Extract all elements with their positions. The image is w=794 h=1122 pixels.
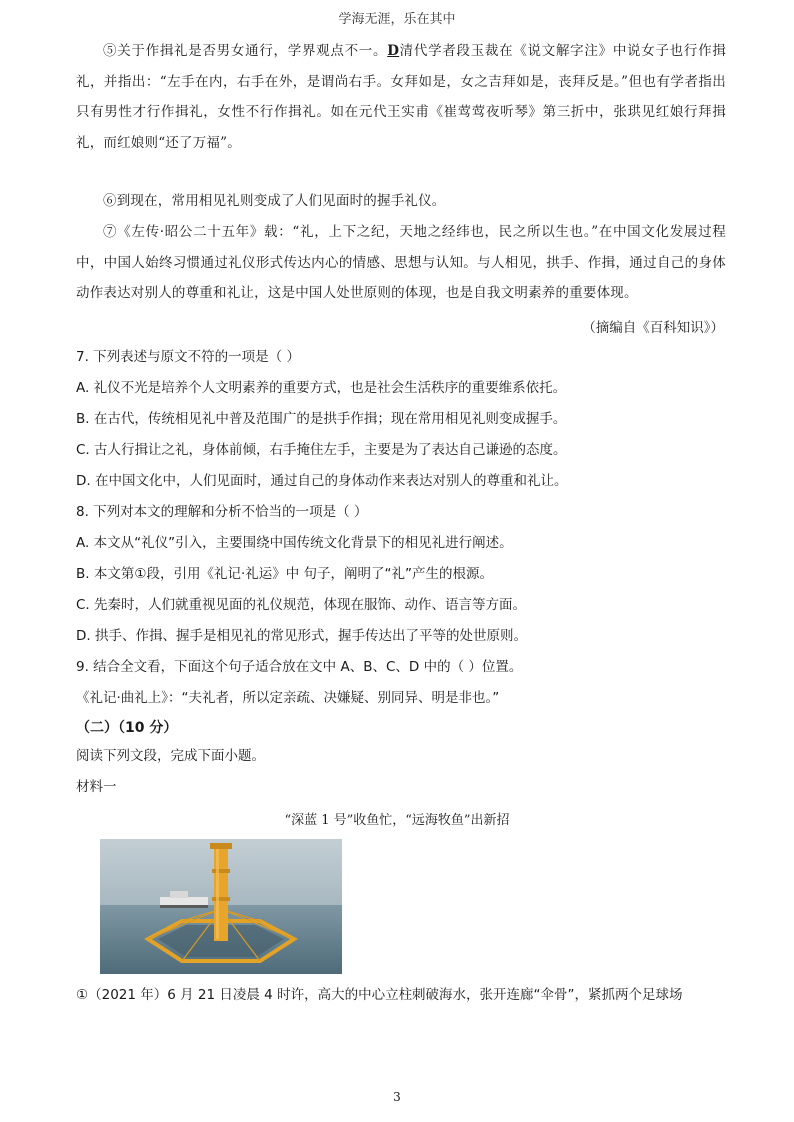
paragraph-5-start: ⑤关于作揖礼是否男女通行，学界观点不一。 (103, 43, 388, 59)
material-label: 材料一 (76, 779, 117, 795)
material-caption: “深蓝 1 号”收鱼忙，“远海牧鱼”出新招 (284, 813, 510, 828)
page-number: 3 (393, 1090, 401, 1104)
paragraph-5-rest: 清代学者段玉裁在《说文解字注》中说女子也行作揖礼，并指出：“左手在内，右手在外，是谓尚右手。女拜如是，女之吉拜如是，丧拜反是。”但也有学者指出只有男性才行作揖礼，女性不行作揖礼。如在元代王实甫《崔莺莺夜听琴》第三折中，张珙见红娘行拜揖礼，而红娘则“还了万福”。 (76, 43, 726, 151)
question-7-option-a: A. 礼仪不光是培养个人文明素养的重要方式，也是社会生活秩序的重要维系依托。 (76, 380, 567, 396)
section-2-instruction: 阅读下列文段，完成下面小题。 (76, 748, 265, 764)
question-7-option-b: B. 在古代，传统相见礼中普及范围广的是拱手作揖；现在常用相见礼则变成握手。 (76, 411, 567, 427)
source-citation: （摘编自《百科知识》） (582, 320, 724, 336)
material-paragraph-1: ①（2021 年）6 月 21 日凌晨 4 时许，高大的中心立柱刺破海水，张开连廊“伞骨”，紧抓两个足球场 (76, 987, 683, 1003)
question-7: 7. 下列表述与原文不符的一项是（ ） (76, 349, 300, 365)
page-header: 学海无涯，乐在其中 (338, 12, 456, 27)
question-8-option-b: B. 本文第①段，引用《礼记·礼运》中 句子，阐明了“礼”产生的根源。 (76, 566, 494, 582)
position-marker-d: D (387, 43, 400, 59)
paragraph-6: ⑥到现在，常用相见礼则变成了人们见面时的握手礼仪。 (103, 193, 446, 209)
question-8-option-d: D. 拱手、作揖、握手是相见礼的常见形式，握手传达出了平等的处世原则。 (76, 628, 527, 644)
offshore-fish-farm-image (100, 839, 342, 974)
question-7-option-c: C. 古人行揖让之礼，身体前倾，右手掩住左手，主要是为了表达自己谦逊的态度。 (76, 442, 567, 458)
question-7-option-d: D. 在中国文化中，人们见面时，通过自己的身体动作来表达对别人的尊重和礼让。 (76, 473, 568, 489)
question-8-option-a: A. 本文从“礼仪”引入，主要围绕中国传统文化背景下的相见礼进行阐述。 (76, 535, 513, 551)
question-8: 8. 下列对本文的理解和分析不恰当的一项是（ ） (76, 504, 368, 520)
question-9: 9. 结合全文看，下面这个句子适合放在文中 A、B、C、D 中的（ ）位置。 (76, 659, 523, 675)
fish-farm-photo (100, 839, 342, 974)
section-2-title: （二）（10 分） (76, 720, 178, 736)
question-8-option-c: C. 先秦时，人们就重视见面的礼仪规范，体现在服饰、动作、语言等方面。 (76, 597, 527, 613)
question-9-quote: 《礼记·曲礼上》：“夫礼者，所以定亲疏、决嫌疑、别同异、明是非也。” (76, 690, 500, 706)
paragraph-5 (76, 36, 726, 158)
paragraph-7: ⑦《左传·昭公二十五年》载：“礼，上下之纪，天地之经纬也，民之所以生也。”在中国文化发展过程中，中国人始终习惯通过礼仪形式传达内心的情感、思想与认知。与人相见，拱手、作揖，通过自己的身体动作表达对别人的尊重和礼让，这是中国人处世原则的体现，也是自我文明素养的重要体现。 (76, 224, 726, 301)
